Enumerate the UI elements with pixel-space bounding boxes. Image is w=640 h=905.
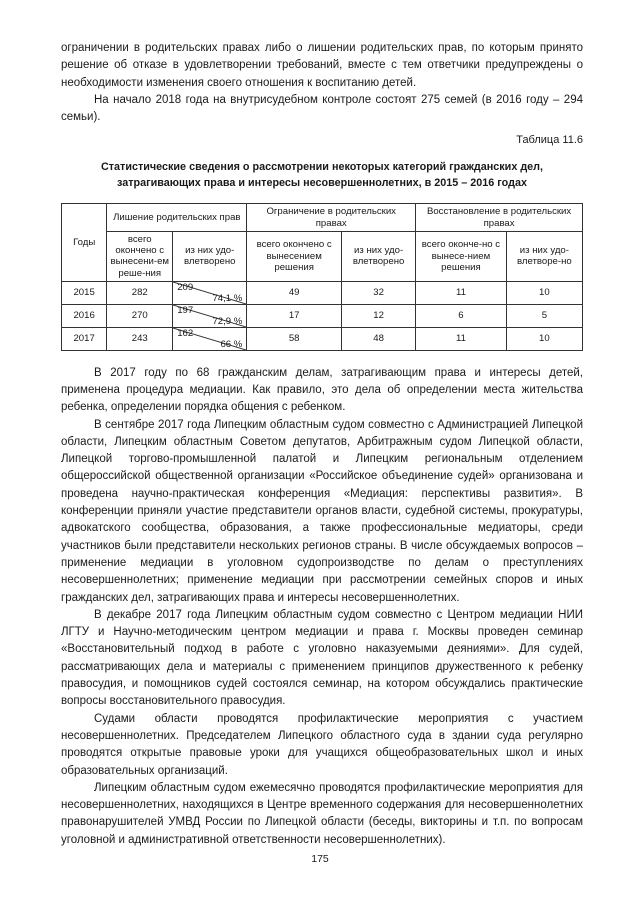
table-row bbox=[62, 327, 583, 350]
cell-restoration-satisfied: 5 bbox=[506, 304, 582, 327]
paragraph-prevention: Судами области проводятся профилактические мероприятия с участием несовершеннолетних. Председателем Липецкого областного суда в здании суда регулярно проводятся открытые правовые уроки для учащихся общеобразовательных школ и иных образовательных организаций. bbox=[61, 712, 583, 777]
cell-satisfied-count: 162 bbox=[177, 327, 194, 339]
header-restriction-satisfied: из них удо-влетворено bbox=[342, 231, 416, 281]
paragraph-mediation-2017: В 2017 году по 68 гражданским делам, затрагивающим права и интересы детей, применена процедура медиации. Как правило, это дела об определении места жительства ребенка, определении порядка общения с ребенком. bbox=[61, 366, 583, 414]
cell-restoration-satisfied: 10 bbox=[506, 327, 582, 350]
cell-year: 2015 bbox=[62, 281, 107, 304]
table-row bbox=[62, 304, 583, 327]
cell-deprivation-satisfied bbox=[173, 304, 247, 327]
cell-satisfied-percent: 72,9 % bbox=[212, 315, 243, 327]
header-restriction-total: всего окончено с вынесением решения bbox=[247, 231, 342, 281]
cell-restriction-total: 49 bbox=[247, 281, 342, 304]
header-group-restriction: Ограничение в родительских правах bbox=[247, 204, 416, 231]
header-restoration-satisfied: из них удо-влетворе-но bbox=[506, 231, 582, 281]
paragraph-continuation: ограничении в родительских правах либо о лишении родительских прав, по которым принято решение об отказе в удовлетворении требований, вместе с тем ответчики предупреждены о необходимости изменения своего отношения к воспитанию детей. bbox=[61, 42, 583, 89]
cell-year: 2017 bbox=[62, 327, 107, 350]
cell-restriction-satisfied: 32 bbox=[342, 281, 416, 304]
header-restoration-total: всего оконче-но с вынесе-нием решения bbox=[416, 231, 507, 281]
cell-restriction-satisfied: 12 bbox=[342, 304, 416, 327]
header-group-restoration: Восстановление в родительских правах bbox=[416, 204, 583, 231]
table-subheader-row bbox=[62, 231, 583, 281]
cell-deprivation-total: 270 bbox=[107, 304, 173, 327]
cell-deprivation-total: 282 bbox=[107, 281, 173, 304]
cell-satisfied-percent: 66 % bbox=[220, 338, 243, 350]
cell-restoration-total: 11 bbox=[416, 327, 507, 350]
paragraph-seminar: В декабре 2017 года Липецким областным судом совместно с Центром медиации НИИ ЛГТУ и Научно-методическим центром медиации и права г. Москвы проведен семинар «Восстановительный подход в работе с уголовно наказуемыми деяниями». Для судей, рассматривающих дела и материалы с применением принципов дружественного к ребенку правосудия, и помощников судей состоялся семинар, на котором обсуждались практические вопросы восстановительного правосудия. bbox=[61, 608, 583, 708]
paragraph-conference: В сентябре 2017 года Липецким областным судом совместно с Администрацией Липецкой области, Липецким областным Советом депутатов, Арбитражным судом Липецкой области, Липецкой торгово-промышленной палатой и Липецким региональным отделением общероссийской общественной организации «Российское объединение судей» организована и проведена научно-практическая конференция «Медиация: перспективы развития». В конференции приняли участие представители органов власти, судебной системы, прокуратуры, адвокатского сообщества, образования, а также профессиональные медиаторы, среди участников были представители нескольких регионов страны. В числе обсуждаемых вопросов – применение медиации в уголовном судопроизводстве по делам о преступлениях несовершеннолетних; применение медиации при рассмотрении семейных споров и иных гражданских дел, затрагивающих права и интересы несовершеннолетних. bbox=[61, 418, 583, 604]
cell-restoration-total: 6 bbox=[416, 304, 507, 327]
cell-satisfied-count: 197 bbox=[177, 304, 194, 316]
cell-deprivation-satisfied bbox=[173, 327, 247, 350]
header-group-deprivation: Лишение родительских прав bbox=[107, 204, 247, 231]
page-content bbox=[61, 40, 583, 849]
cell-year: 2016 bbox=[62, 304, 107, 327]
cell-restriction-total: 58 bbox=[247, 327, 342, 350]
cell-deprivation-satisfied bbox=[173, 281, 247, 304]
page-number: 175 bbox=[311, 853, 329, 865]
header-deprivation-satisfied: из них удо-влетворено bbox=[173, 231, 247, 281]
cell-restriction-total: 17 bbox=[247, 304, 342, 327]
header-years: Годы bbox=[62, 204, 107, 281]
statistics-table bbox=[61, 203, 583, 350]
cell-satisfied-count: 209 bbox=[177, 281, 194, 293]
cell-restoration-satisfied: 10 bbox=[506, 281, 582, 304]
paragraph-detention-center: Липецким областным судом ежемесячно проводятся профилактические мероприятия для несовершеннолетних, находящихся в Центре временного содержания для несовершеннолетних правонарушителей УМВД России по Липецкой области (беседы, викторины и т.п. по вопросам уголовной и административной ответственности несовершеннолетних). bbox=[61, 781, 583, 846]
table-row bbox=[62, 281, 583, 304]
cell-satisfied-percent: 74,1 % bbox=[212, 292, 243, 304]
table-header-row bbox=[62, 204, 583, 231]
cell-restriction-satisfied: 48 bbox=[342, 327, 416, 350]
paragraph-families-control: На начало 2018 года на внутрисудебном контроле состоят 275 семей (в 2016 году – 294 семьи). bbox=[61, 93, 583, 124]
header-deprivation-total: всего окончено с вынесени-ем реше-ния bbox=[107, 231, 173, 281]
cell-restoration-total: 11 bbox=[416, 281, 507, 304]
table-title: Статистические сведения о рассмотрении некоторых категорий гражданских дел, затрагивающих права и интересы несовершеннолетних, в 2015 – 2016 годах bbox=[100, 161, 544, 189]
table-label: Таблица 11.6 bbox=[516, 134, 583, 147]
cell-deprivation-total: 243 bbox=[107, 327, 173, 350]
